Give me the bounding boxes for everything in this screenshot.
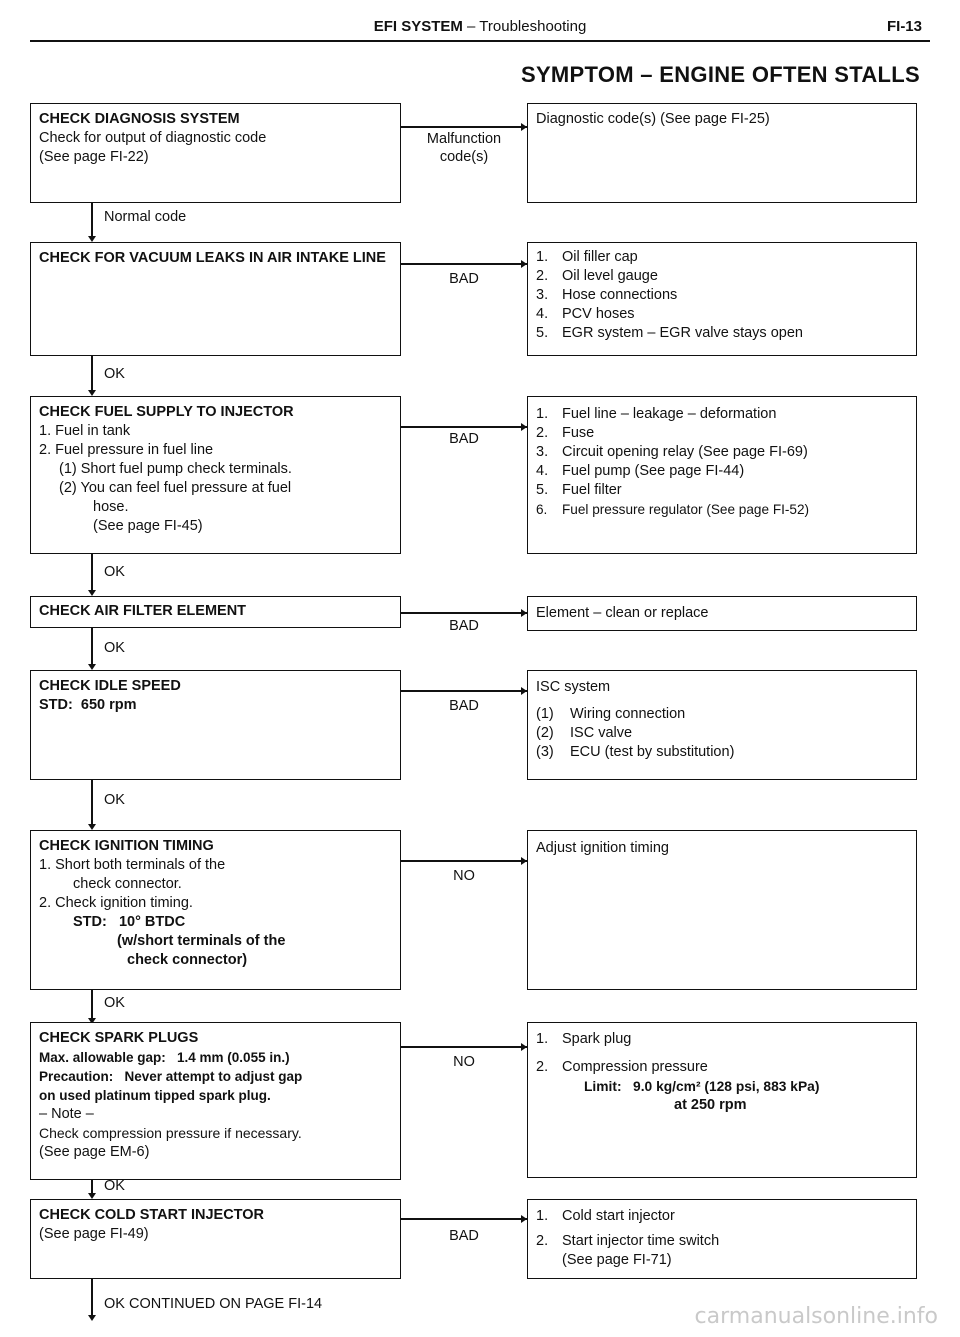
result-vacuum-box — [527, 242, 917, 356]
branch-label: NO — [453, 868, 475, 884]
step-line: check connector. — [73, 876, 182, 892]
step-title: CHECK IGNITION TIMING — [39, 838, 214, 854]
result-item: 1. Fuel line – leakage – deformation — [536, 406, 777, 422]
flow-arrow — [91, 554, 93, 594]
flow-arrow — [91, 628, 93, 668]
note-heading: – Note – — [39, 1106, 94, 1122]
result-item: (2) ISC valve — [536, 725, 633, 741]
flow-arrow — [91, 203, 93, 240]
std-spec: STD: 650 rpm — [39, 697, 137, 713]
header-title — [30, 18, 930, 35]
step-line: 1. Short both terminals of the — [39, 857, 226, 873]
step-cold-start-box — [30, 1199, 401, 1279]
branch-label: BAD — [449, 1228, 479, 1244]
result-item: 3. Circuit opening relay (See page FI-69) — [536, 444, 808, 460]
precaution: Precaution: Never attempt to adjust gap — [39, 1069, 303, 1084]
step-title: CHECK IDLE SPEED — [39, 678, 181, 694]
limit-spec: at 250 rpm — [674, 1097, 747, 1113]
result-note: (See page FI-71) — [562, 1252, 672, 1268]
step-title: CHECK COLD START INJECTOR — [39, 1207, 265, 1223]
step-title: CHECK FOR VACUUM LEAKS IN AIR INTAKE LINE — [39, 250, 386, 266]
step-line: (See page FI-45) — [93, 518, 203, 534]
step-diagnosis-box — [30, 103, 401, 203]
step-line: Check compression pressure if necessary. — [39, 1125, 302, 1141]
header-dash: – — [467, 18, 476, 35]
step-line: (2) You can feel fuel pressure at fuel — [59, 480, 292, 496]
branch-arrow — [401, 612, 527, 614]
result-item: 2. Start injector time switch — [536, 1233, 720, 1249]
result-item: 6. Fuel pressure regulator (See page FI-52) — [536, 502, 810, 517]
step-line: 2. Fuel pressure in fuel line — [39, 442, 214, 458]
result-item: 4. Fuel pump (See page FI-44) — [536, 463, 745, 479]
step-ignition-timing-box — [30, 830, 401, 990]
result-item: 2. Compression pressure — [536, 1059, 708, 1075]
continued-label: OK CONTINUED ON PAGE FI-14 — [104, 1296, 323, 1312]
step-idle-speed-box — [30, 670, 401, 780]
symptom-title: SYMPTOM – ENGINE OFTEN STALLS — [520, 62, 920, 87]
branch-arrow — [401, 1218, 527, 1220]
watermark: carmanualsonline.info — [694, 1304, 938, 1329]
header-subsection: Troubleshooting — [479, 18, 587, 35]
branch-arrow — [401, 690, 527, 692]
connector-label: OK — [104, 640, 125, 656]
connector-label: OK — [104, 366, 125, 382]
step-line: (See page EM-6) — [39, 1144, 150, 1160]
result-item: 3. Hose connections — [536, 287, 678, 303]
precaution: on used platinum tipped spark plug. — [39, 1088, 271, 1103]
step-line: 1. Fuel in tank — [39, 423, 131, 439]
connector-label: OK — [104, 995, 125, 1011]
step-spark-plugs-box — [30, 1022, 401, 1180]
header-rule — [30, 40, 930, 42]
std-note: check connector) — [127, 952, 248, 968]
limit-spec: Limit: 9.0 kg/cm² (128 psi, 883 kPa) — [584, 1079, 820, 1094]
step-title: CHECK SPARK PLUGS — [39, 1030, 199, 1046]
result-spark-plugs-box — [527, 1022, 917, 1178]
step-line: Check for output of diagnostic code — [39, 130, 267, 146]
branch-label: BAD — [449, 431, 479, 447]
result-line: Adjust ignition timing — [536, 840, 669, 856]
connector-label: OK — [104, 564, 125, 580]
step-line: 2. Check ignition timing. — [39, 895, 193, 911]
branch-arrow — [401, 263, 527, 265]
branch-label: NO — [453, 1054, 475, 1070]
branch-label: BAD — [449, 271, 479, 287]
step-title: CHECK AIR FILTER ELEMENT — [39, 603, 247, 619]
result-item: 1. Oil filler cap — [536, 249, 638, 265]
result-item: 1. Spark plug — [536, 1031, 632, 1047]
flow-arrow — [91, 1279, 93, 1319]
result-item: 4. PCV hoses — [536, 306, 635, 322]
result-item: 5. Fuel filter — [536, 482, 622, 498]
result-line: Element – clean or replace — [536, 605, 709, 621]
step-title: CHECK FUEL SUPPLY TO INJECTOR — [39, 404, 294, 420]
flow-arrow — [91, 780, 93, 828]
result-fuel-box — [527, 396, 917, 554]
step-air-filter-box — [30, 596, 401, 628]
result-ignition-timing-box — [527, 830, 917, 990]
branch-arrow — [401, 860, 527, 862]
result-item: (1) Wiring connection — [536, 706, 686, 722]
branch-label: BAD — [449, 698, 479, 714]
step-line: (See page FI-49) — [39, 1226, 149, 1242]
result-item: 5. EGR system – EGR valve stays open — [536, 325, 803, 341]
flow-arrow — [91, 356, 93, 394]
branch-label: BAD — [449, 618, 479, 634]
result-air-filter-box — [527, 596, 917, 631]
result-idle-speed-box — [527, 670, 917, 780]
step-line: hose. — [93, 499, 129, 515]
step-vacuum-box — [30, 242, 401, 356]
result-title: ISC system — [536, 679, 611, 695]
connector-label: OK — [104, 792, 125, 808]
connector-label: OK — [104, 1178, 125, 1194]
page-number: FI-13 — [886, 18, 922, 35]
flow-arrow — [91, 1180, 93, 1197]
header-section: EFI SYSTEM — [373, 18, 463, 35]
page-header — [30, 18, 930, 40]
result-line: Diagnostic code(s) (See page FI-25) — [536, 111, 770, 127]
branch-arrow — [401, 126, 527, 128]
result-item: 2. Oil level gauge — [536, 268, 658, 284]
flow-arrow — [91, 990, 93, 1022]
result-item: 1. Cold start injector — [536, 1208, 675, 1224]
std-note: (w/short terminals of the — [117, 933, 286, 949]
connector-label: Normal code — [104, 209, 187, 225]
std-spec: STD: 10° BTDC — [73, 914, 186, 930]
result-cold-start-box — [527, 1199, 917, 1279]
step-fuel-box — [30, 396, 401, 554]
step-line: (1) Short fuel pump check terminals. — [59, 461, 292, 477]
result-item: 2. Fuse — [536, 425, 595, 441]
branch-label: Malfunction code(s) — [426, 131, 502, 165]
branch-arrow — [401, 426, 527, 428]
result-item: (3) ECU (test by substitution) — [536, 744, 735, 760]
gap-spec: Max. allowable gap: 1.4 mm (0.055 in.) — [39, 1050, 290, 1065]
step-line: (See page FI-22) — [39, 149, 149, 165]
branch-arrow — [401, 1046, 527, 1048]
step-title: CHECK DIAGNOSIS SYSTEM — [39, 111, 240, 127]
result-diagnosis-box — [527, 103, 917, 203]
